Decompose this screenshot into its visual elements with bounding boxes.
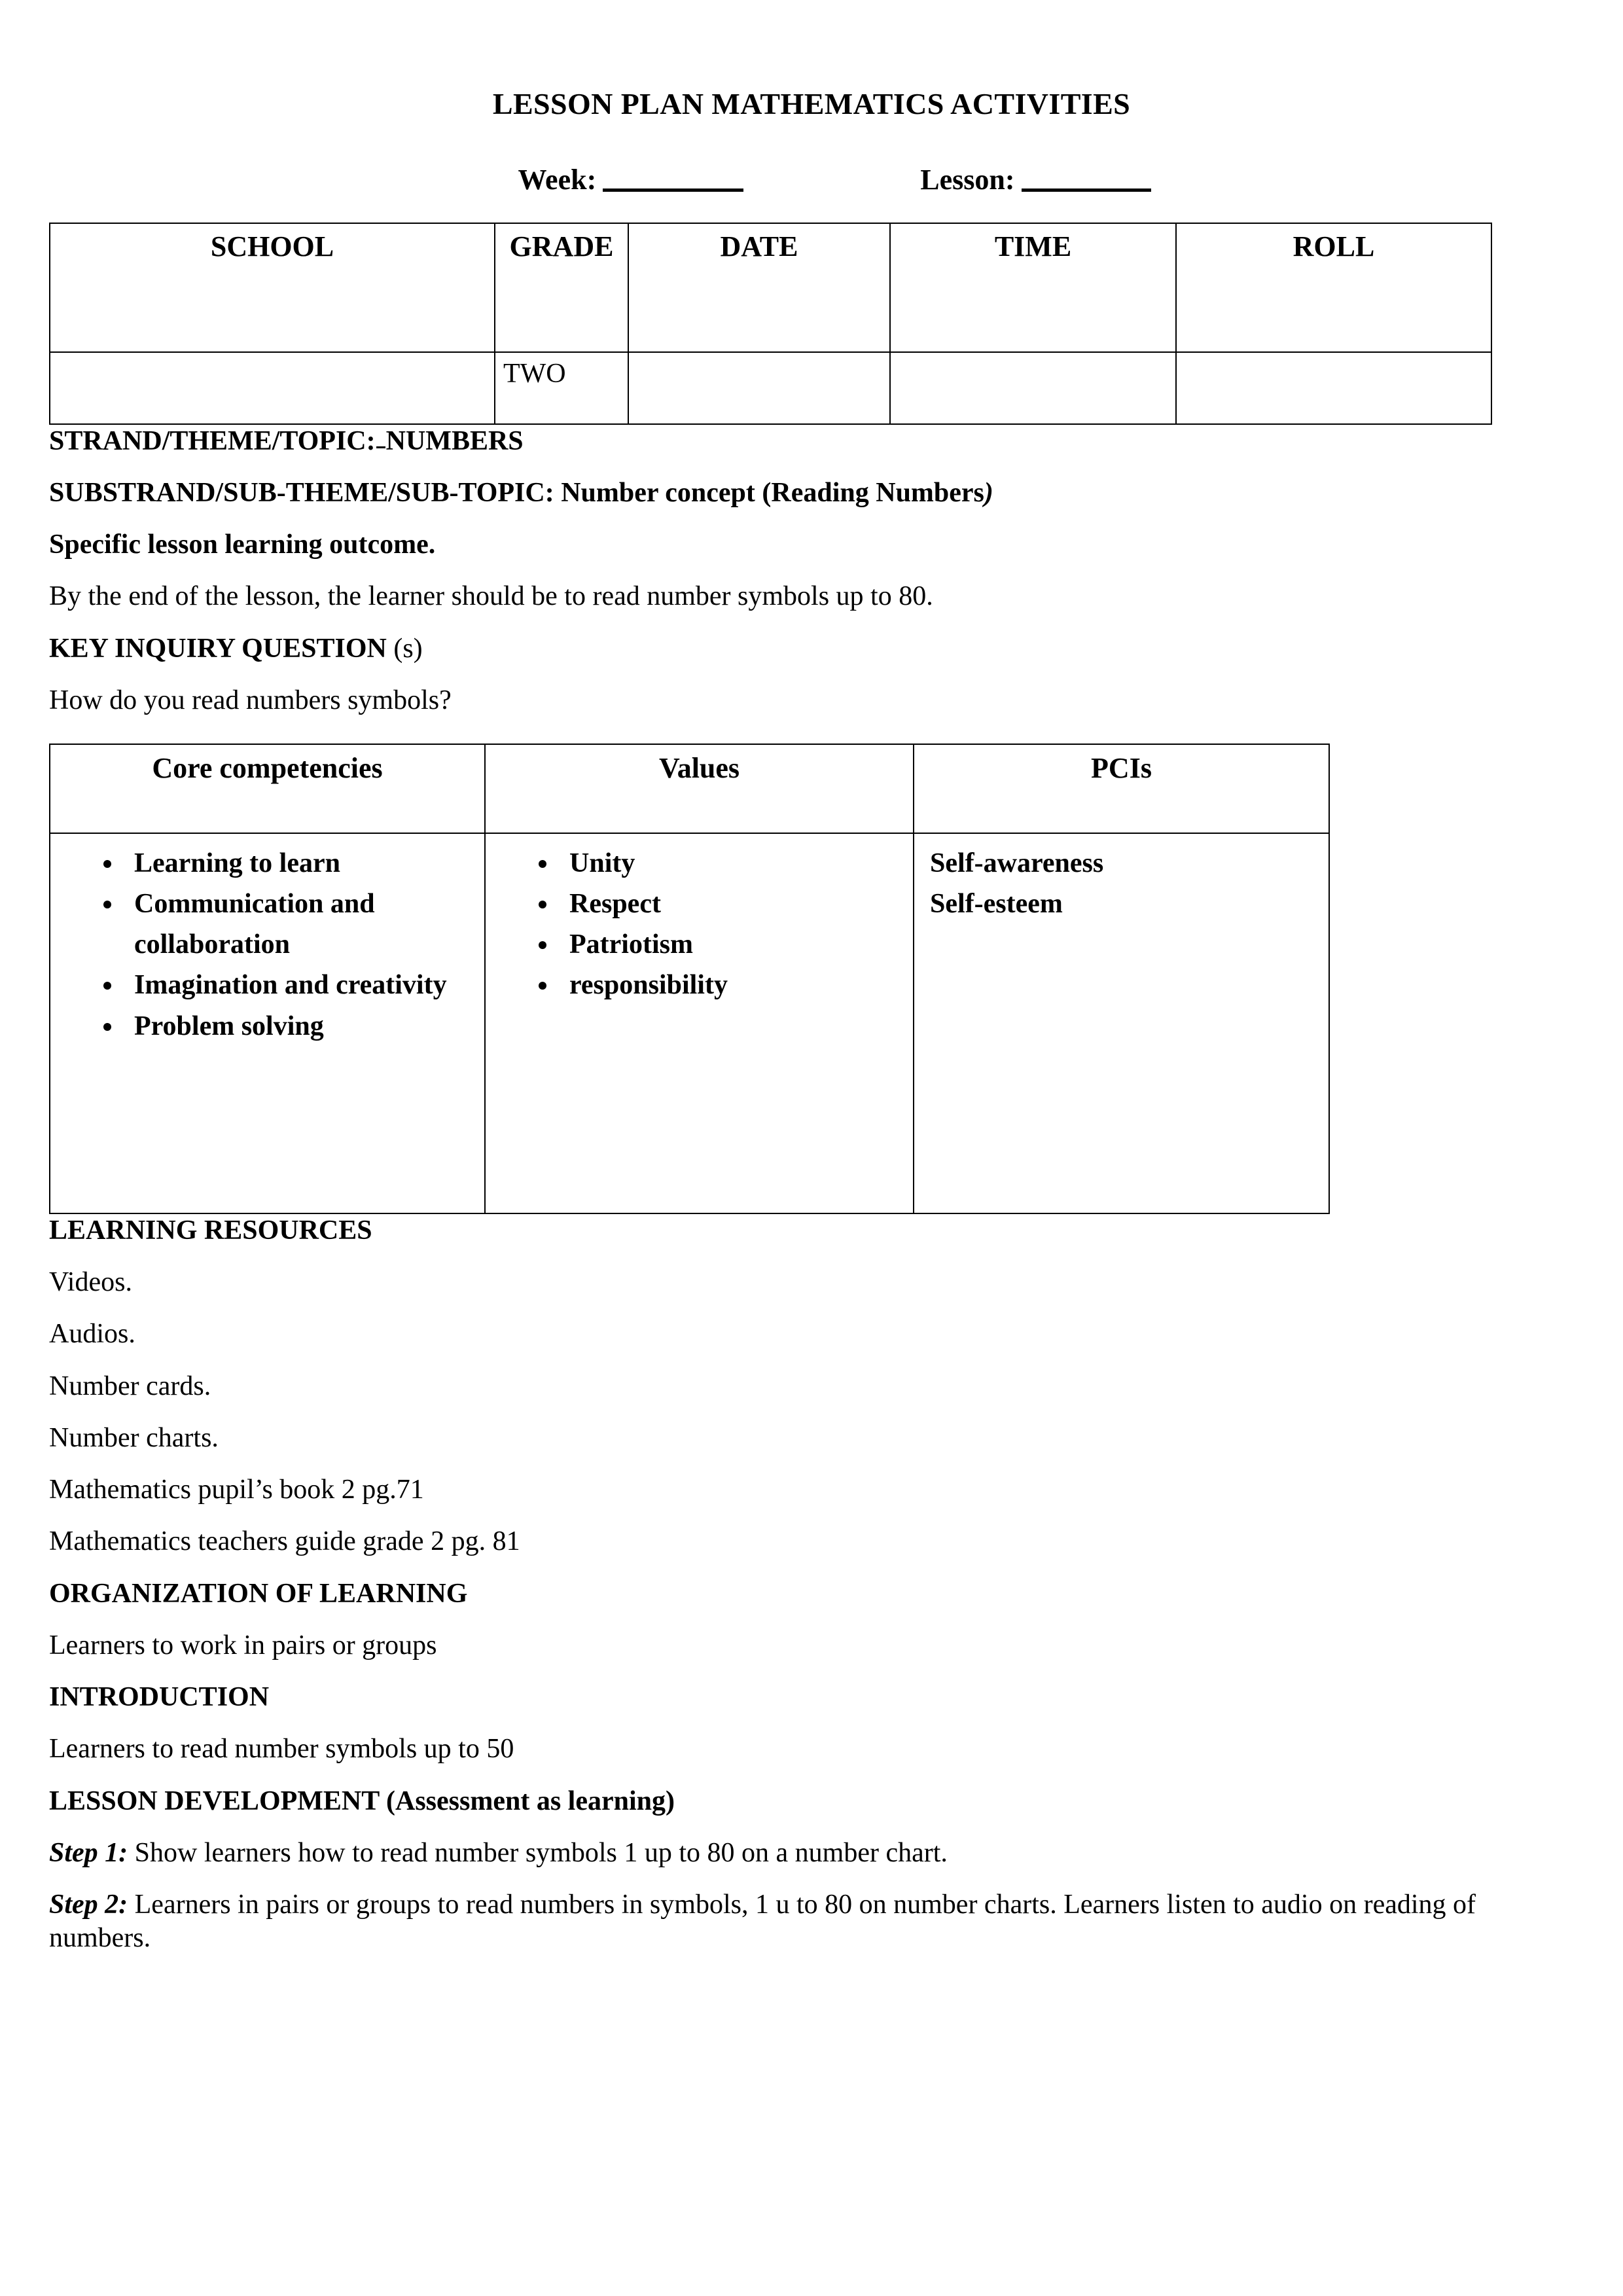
- info-value-time[interactable]: [890, 352, 1176, 424]
- core-competencies-list: [57, 843, 478, 1047]
- outcome-text: By the end of the lesson, the learner should be to read number symbols up to 80.: [49, 581, 933, 612]
- spacer: [49, 1714, 1528, 1732]
- competency-table-wrapper: [49, 744, 1329, 1214]
- lesson-step-label: Step 2:: [49, 1890, 128, 1920]
- spacer: [49, 614, 1528, 632]
- spacer: [49, 1403, 1528, 1422]
- spacer: [49, 1507, 1528, 1525]
- lesson-step-label: Step 1:: [49, 1837, 128, 1868]
- lesson-step: [49, 1837, 1528, 1870]
- spacer: [49, 1352, 1528, 1370]
- substrand-text: SUBSTRAND/SUB-THEME/SUB-TOPIC: Number concept (Reading Numbers: [49, 477, 984, 508]
- substrand-close-paren: ): [984, 477, 993, 508]
- strand-section: [49, 425, 1528, 717]
- lesson-step-text: Show learners how to read number symbols 1 up to 80 on a number chart.: [128, 1837, 948, 1868]
- learning-resource-item: Audios.: [49, 1319, 135, 1350]
- spacer: [49, 1767, 1528, 1785]
- list-item: • Patriotism: [559, 924, 906, 965]
- info-table-wrapper: [49, 223, 1491, 425]
- strand-line: [49, 425, 1528, 458]
- info-header-roll: ROLL: [1176, 223, 1491, 352]
- outcome-heading: Specific lesson learning outcome.: [49, 529, 436, 560]
- info-value-grade[interactable]: TWO: [495, 352, 628, 424]
- learning-resource-item: Videos.: [49, 1267, 132, 1298]
- info-table: [49, 223, 1492, 425]
- spacer: [49, 1299, 1528, 1318]
- week-field: [518, 163, 743, 196]
- strand-value: NUMBERS: [385, 425, 524, 456]
- organization-text: Learners to work in pairs or groups: [49, 1630, 437, 1660]
- learning-resource-item: Mathematics pupil’s book 2 pg.71: [49, 1475, 424, 1505]
- key-inquiry-heading-main: KEY INQUIRY QUESTION: [49, 633, 387, 664]
- lesson-development-heading: LESSON DEVELOPMENT (Assessment as learning): [49, 1785, 675, 1816]
- spacer: [49, 1611, 1528, 1629]
- week-blank-rule[interactable]: [603, 188, 743, 192]
- list-item: • Unity: [559, 843, 906, 884]
- lesson-step-text: Learners in pairs or groups to read numbers in symbols, 1 u to 80 on number charts. Learners listen to audio on reading of numbers.: [49, 1890, 1476, 1954]
- competency-table: [49, 744, 1330, 1214]
- introduction-text: Learners to read number symbols up to 50: [49, 1734, 514, 1765]
- pci-item: Self-awareness: [930, 848, 1104, 878]
- learning-resource-item: Mathematics teachers guide grade 2 pg. 81: [49, 1526, 520, 1557]
- substrand-line: [49, 476, 1528, 510]
- organization-heading: ORGANIZATION OF LEARNING: [49, 1578, 468, 1609]
- info-value-date[interactable]: [628, 352, 890, 424]
- info-header-time: TIME: [890, 223, 1176, 352]
- week-lesson-row: [0, 163, 1623, 196]
- table-row-body: [50, 833, 1329, 1213]
- spacer: [49, 1455, 1528, 1473]
- list-item: • Communication and collaboration: [124, 884, 478, 965]
- list-item: • Learning to learn: [124, 843, 478, 884]
- info-header-date: DATE: [628, 223, 890, 352]
- lesson-label: Lesson:: [920, 163, 1015, 196]
- competency-header-values: Values: [485, 744, 914, 833]
- spacer: [49, 510, 1528, 528]
- info-header-school: SCHOOL: [50, 223, 495, 352]
- table-row-headers: [50, 744, 1329, 833]
- lesson-field: [920, 163, 1150, 196]
- values-cell: [485, 833, 914, 1213]
- lesson-step: [49, 1888, 1528, 1955]
- strand-underline-mark: [376, 446, 385, 448]
- info-header-grade: GRADE: [495, 223, 628, 352]
- list-item: • Imagination and creativity: [124, 965, 478, 1005]
- spacer: [49, 666, 1528, 684]
- values-list: [492, 843, 906, 1006]
- table-row-values: [50, 352, 1491, 424]
- spacer: [49, 1870, 1528, 1888]
- spacer: [49, 1559, 1528, 1577]
- strand-label: STRAND/THEME/TOPIC:: [49, 425, 376, 456]
- learning-resources-heading: LEARNING RESOURCES: [49, 1215, 372, 1246]
- resources-section: [49, 1214, 1528, 1956]
- spacer: [49, 1662, 1528, 1681]
- introduction-heading: INTRODUCTION: [49, 1682, 270, 1713]
- table-row-headers: [50, 223, 1491, 352]
- info-value-school[interactable]: [50, 352, 495, 424]
- list-item: • responsibility: [559, 965, 906, 1005]
- learning-resource-item: Number cards.: [49, 1371, 211, 1401]
- spacer: [49, 458, 1528, 476]
- core-competencies-cell: [50, 833, 485, 1213]
- key-inquiry-question: How do you read numbers symbols?: [49, 685, 452, 715]
- lesson-blank-rule[interactable]: [1022, 188, 1151, 192]
- competency-header-pcis: PCIs: [914, 744, 1329, 833]
- week-label: Week:: [518, 163, 597, 196]
- learning-resource-item: Number charts.: [49, 1422, 219, 1453]
- competency-header-core: Core competencies: [50, 744, 485, 833]
- list-item: • Respect: [559, 884, 906, 924]
- spacer: [49, 1818, 1528, 1837]
- pci-item: Self-esteem: [930, 889, 1063, 920]
- pcis-cell: [914, 833, 1329, 1213]
- list-item: • Problem solving: [124, 1006, 478, 1047]
- spacer: [49, 1247, 1528, 1266]
- key-inquiry-heading: [49, 632, 1528, 666]
- info-value-roll[interactable]: [1176, 352, 1491, 424]
- spacer: [49, 562, 1528, 580]
- key-inquiry-heading-suffix: (s): [386, 633, 423, 664]
- page-title: LESSON PLAN MATHEMATICS ACTIVITIES: [492, 87, 1131, 120]
